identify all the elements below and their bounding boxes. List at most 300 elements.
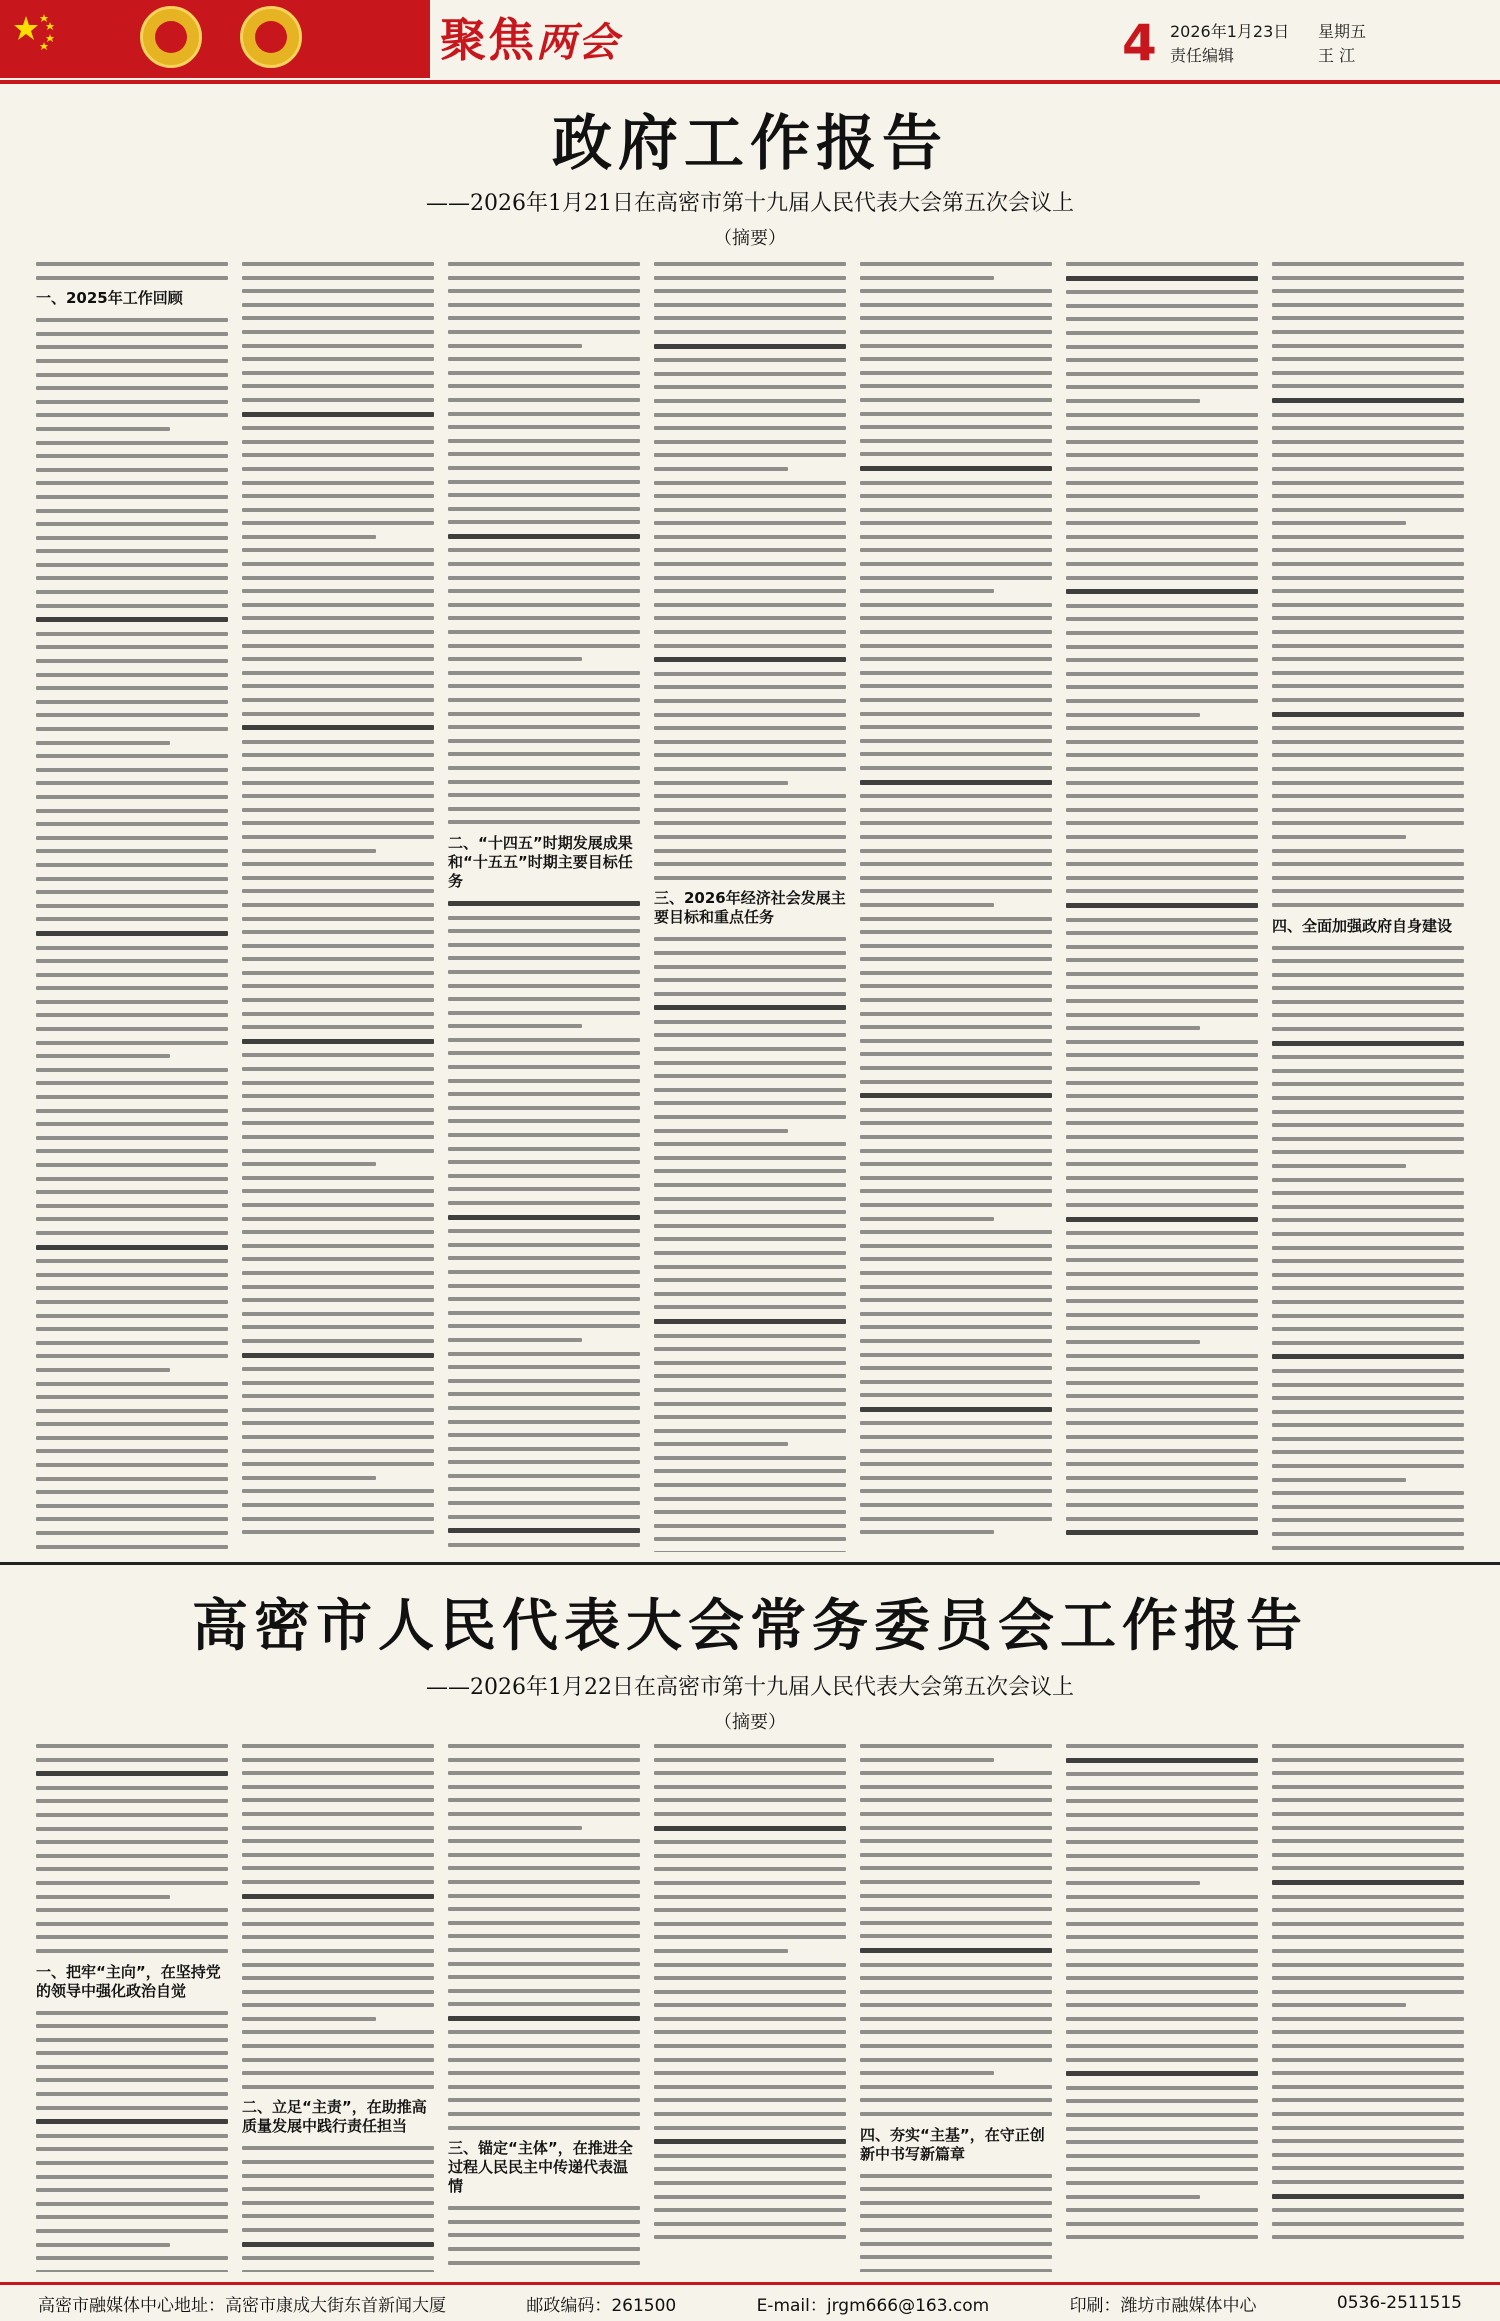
article1-columns: [36, 262, 1464, 1552]
article1-text-line: [242, 657, 434, 661]
article1-text-line: [242, 357, 434, 361]
article1-text-line: [1272, 849, 1464, 853]
article1-text-line: [36, 386, 228, 390]
article1-text-line: [242, 1353, 434, 1358]
article1-text-line: [448, 780, 640, 784]
article1-text-line: [1066, 903, 1258, 908]
article2-text-line: [448, 1839, 640, 1843]
article2-text-line: [1066, 2195, 1200, 2199]
article2-text-line: [860, 1990, 1052, 1994]
article2-text-line: [1272, 2153, 1464, 2157]
article1-text-line: [860, 630, 1052, 634]
article2-text-line: [654, 1812, 846, 1816]
article1-text-line: [654, 1088, 846, 1092]
article1-text-line: [448, 1079, 640, 1083]
article1-text-line: [36, 713, 228, 717]
article1-text-line: [1066, 290, 1258, 294]
article1-text-line: [860, 494, 1052, 498]
article1-text-line: [860, 876, 1052, 880]
article1-text-line: [860, 698, 1052, 702]
article1-text-line: [860, 276, 994, 280]
article1-text-line: [1272, 1218, 1464, 1222]
article2-text-line: [1272, 1785, 1464, 1789]
article2-text-line: [860, 2174, 1052, 2178]
article1-text-line: [242, 616, 434, 620]
article1-text-line: [36, 441, 228, 445]
article2-text-line: [242, 2187, 434, 2191]
article1-text-line: [1272, 1246, 1464, 1250]
article1-text-line: [1066, 631, 1258, 635]
article1-text-line: [1066, 1081, 1258, 1085]
article1-text-line: [860, 1530, 994, 1534]
article1-text-line: [36, 563, 228, 567]
editor-name: 王 江: [1318, 46, 1356, 65]
article1-text-line: [654, 978, 846, 982]
article1-text-line: [242, 1081, 434, 1085]
article1-text-line: [654, 1510, 846, 1514]
article1-text-line: [860, 1380, 1052, 1384]
article1-text-line: [1066, 999, 1258, 1003]
article1-text-line: [1066, 1367, 1258, 1371]
article2-section-heading: 三、锚定“主体”，在推进全过程人民民主中传递代表温情: [448, 2139, 633, 2196]
article1-text-line: [654, 603, 846, 607]
article1-text-line: [1066, 1421, 1258, 1425]
article1-text-line: [448, 507, 640, 511]
article2-text-line: [1272, 2044, 1464, 2048]
article2-text-line: [36, 1867, 228, 1871]
article1-text-line: [654, 467, 788, 471]
article1-text-line: [242, 303, 434, 307]
article2-text-line: [1272, 2030, 1464, 2034]
article2-text-line: [242, 2256, 434, 2260]
article2-text-line: [448, 1934, 640, 1938]
article1-text-line: [242, 276, 434, 280]
article2-text-line: [654, 2085, 846, 2089]
article2-text-line: [1272, 1908, 1464, 1912]
article1-text-line: [36, 741, 170, 745]
article2-column: [1272, 1744, 1464, 2272]
article2-text-line: [36, 1908, 228, 1912]
article2-text-line: [1066, 1772, 1258, 1776]
article2-text-line: [1066, 2140, 1258, 2144]
article1-text-line: [242, 1067, 434, 1071]
article1-text-line: [36, 1517, 228, 1521]
article2-text-line: [242, 1990, 434, 1994]
article1-text-line: [448, 439, 640, 443]
article1-text-line: [654, 630, 846, 634]
article2-text-line: [1066, 1758, 1258, 1763]
article2-text-line: [1066, 2017, 1258, 2021]
article1-text-line: [860, 862, 1052, 866]
article1-text-line: [1066, 1162, 1258, 1166]
article1-text-line: [860, 1325, 1052, 1329]
article2-text-line: [36, 1758, 228, 1762]
article1-text-line: [448, 1324, 640, 1328]
article2-column: [36, 1744, 228, 2272]
article1-text-line: [242, 494, 434, 498]
article2-text-line: [860, 2030, 1052, 2034]
article2-text-line: [448, 1771, 640, 1775]
article1-text-line: [1272, 889, 1464, 893]
article1-text-line: [242, 1257, 434, 1261]
article1-text-line: [36, 359, 228, 363]
article1-text-line: [36, 686, 228, 690]
article1-text-line: [1272, 1437, 1464, 1441]
article1-text-line: [242, 1203, 434, 1207]
article1-text-line: [654, 262, 846, 266]
article1-text-line: [860, 1476, 1052, 1480]
article1-text-line: [860, 1339, 1052, 1343]
article1-text-line: [654, 1020, 846, 1024]
article1-text-line: [860, 889, 1052, 893]
article1-text-line: [36, 345, 228, 349]
article1-text-line: [654, 1278, 846, 1282]
article2-text-line: [36, 1895, 170, 1899]
article1-text-line: [1272, 1423, 1464, 1427]
article2-text-line: [860, 2098, 1052, 2102]
article1-text-line: [1272, 1478, 1406, 1482]
article1-column: [654, 262, 846, 1552]
article1-text-line: [36, 590, 228, 594]
article1-text-line: [242, 630, 434, 634]
article2-text-line: [1066, 1881, 1200, 1885]
article1-text-line: [36, 809, 228, 813]
article2-text-line: [448, 2247, 640, 2251]
article2-text-line: [36, 2134, 228, 2138]
article1-text-line: [860, 808, 1052, 812]
article1-text-line: [654, 508, 846, 512]
article1-text-line: [1272, 740, 1464, 744]
article2-text-line: [448, 2112, 640, 2116]
article2-text-line: [1272, 2222, 1464, 2226]
article1-text-line: [860, 466, 1052, 471]
article1-text-line: [654, 713, 846, 717]
article1-text-line: [1066, 1449, 1258, 1453]
article1-text-line: [448, 1229, 640, 1233]
article2-text-line: [242, 2017, 376, 2021]
article2-text-line: [1272, 1771, 1464, 1775]
article1-text-line: [36, 400, 228, 404]
article1-text-line: [1272, 1137, 1464, 1141]
article1-text-line: [654, 1374, 846, 1378]
article1-text-line: [1066, 889, 1258, 893]
article1-text-line: [1066, 1053, 1258, 1057]
article1-text-line: [860, 481, 1052, 485]
article1-text-line: [1066, 862, 1258, 866]
article1-text-line: [654, 1156, 846, 1160]
article1-text-line: [242, 876, 434, 880]
article1-text-line: [36, 1314, 228, 1318]
article2-column: [242, 1744, 434, 2272]
article2-text-line: [242, 1826, 434, 1830]
article2-text-line: [36, 1744, 228, 1748]
article2-text-line: [654, 1895, 846, 1899]
article1-text-line: [448, 1038, 640, 1042]
article1-text-line: [1272, 644, 1464, 648]
article2-text-line: [654, 1854, 846, 1858]
article1-text-line: [654, 1061, 846, 1065]
article1-text-line: [1272, 1232, 1464, 1236]
article2-text-line: [448, 2071, 640, 2075]
article1-text-line: [654, 685, 846, 689]
article2-text-line: [448, 1866, 640, 1870]
article1-text-line: [36, 1477, 228, 1481]
article1-text-line: [1066, 589, 1258, 594]
article1-text-line: [36, 1327, 228, 1331]
article2-text-line: [1272, 2112, 1464, 2116]
article1-text-line: [242, 957, 434, 961]
article1-text-line: [654, 1074, 846, 1078]
article1-text-line: [860, 1503, 1052, 1507]
article1-text-line: [1272, 862, 1464, 866]
article1-text-line: [860, 752, 1052, 756]
article1-text-line: [242, 1476, 376, 1480]
article1-text-line: [1272, 821, 1464, 825]
article2-text-line: [860, 2242, 1052, 2246]
article1-text-line: [1272, 1027, 1464, 1031]
article1-text-line: [448, 997, 640, 1001]
article1-text-line: [654, 1469, 846, 1473]
article1-text-line: [242, 821, 434, 825]
article2-text-line: [1272, 1826, 1464, 1830]
article1-text-line: [448, 452, 640, 456]
article1-text-line: [1066, 767, 1258, 771]
article1-text-line: [1066, 918, 1258, 922]
editor-label: 责任编辑: [1170, 46, 1235, 65]
article2-text-line: [654, 2208, 846, 2212]
article2-text-line: [654, 1990, 846, 1994]
article1-text-line: [36, 1081, 228, 1085]
article1-text-line: [1272, 1396, 1464, 1400]
article1-text-line: [242, 289, 434, 293]
article1-text-line: [1066, 1272, 1258, 1276]
article1-text-line: [860, 589, 994, 593]
article2-text-line: [36, 2243, 170, 2247]
article1-text-line: [1066, 1231, 1258, 1235]
article1-text-line: [448, 1270, 640, 1274]
article1-text-line: [36, 645, 228, 649]
article1-text-line: [36, 1122, 228, 1126]
article1-text-line: [242, 917, 434, 921]
article2-text-line: [36, 2051, 228, 2055]
article1-text-line: [242, 371, 434, 375]
article1-text-line: [242, 1408, 434, 1412]
article2-text-line: [654, 1922, 846, 1926]
article1-text-line: [242, 944, 434, 948]
article1-text-line: [242, 1462, 434, 1466]
article1-text-line: [1066, 276, 1258, 281]
article1-text-line: [1272, 1069, 1464, 1073]
article2-text-line: [654, 2003, 846, 2007]
article2-text-line: [1066, 2099, 1258, 2103]
article1-text-line: [36, 1054, 170, 1058]
article1-text-line: [1066, 1217, 1258, 1222]
article2-text-line: [448, 1812, 640, 1816]
article2-text-line: [1272, 1812, 1464, 1816]
article2-text-line: [1272, 2126, 1464, 2130]
article1-text-line: [448, 1528, 640, 1533]
article1-text-line: [860, 1052, 1052, 1056]
article1-text-line: [242, 1312, 434, 1316]
cppcc-emblem-icon: [240, 6, 302, 68]
article1-text-line: [1066, 562, 1258, 566]
article1-section-heading: 三、2026年经济社会发展主要目标和重点任务: [654, 889, 846, 927]
article1-text-line: [1272, 384, 1464, 388]
article2-text-line: [860, 1894, 1052, 1898]
article1-text-line: [36, 454, 228, 458]
article2-text-line: [860, 1839, 1052, 1843]
article2-text-line: [1272, 2003, 1406, 2007]
article1-text-line: [654, 951, 846, 955]
article1-text-line: [860, 739, 1052, 743]
article2-text-line: [860, 1771, 1052, 1775]
article1-text-line: [654, 781, 788, 785]
article2-text-line: [242, 1771, 434, 1775]
national-emblem-icon: [140, 6, 202, 68]
article1-text-line: [654, 1319, 846, 1324]
article1-text-line: [1272, 781, 1464, 785]
article1-text-line: [654, 1265, 846, 1269]
article1-text-line: [1066, 1462, 1258, 1466]
article2-text-line: [860, 1785, 1052, 1789]
article2-title: 高密市人民代表大会常务委员会工作报告: [192, 1594, 1308, 1659]
article1-text-line: [860, 1489, 1052, 1493]
article2-text-line: [654, 2098, 846, 2102]
article1-text-line: [36, 1068, 228, 1072]
article1-text-line: [36, 536, 228, 540]
article1-text-line: [1066, 1299, 1258, 1303]
article1-column: [448, 262, 640, 1552]
article2-text-line: [242, 2044, 434, 2048]
article2-text-line: [448, 1962, 640, 1966]
article1-text-line: [1272, 1300, 1464, 1304]
article2-text-line: [654, 1976, 846, 1980]
article2-text-line: [1066, 2154, 1258, 2158]
article2-text-line: [242, 2071, 434, 2075]
article1-text-line: [860, 903, 994, 907]
article2-text-line: [36, 2256, 228, 2260]
article1-text-line: [242, 1530, 434, 1534]
article2-text-line: [448, 1907, 640, 1911]
article1-text-line: [36, 673, 228, 677]
article1-text-line: [36, 509, 228, 513]
article2-text-line: [1272, 2098, 1464, 2102]
article1-text-line: [242, 698, 434, 702]
article1-text-line: [36, 727, 228, 731]
article1-text-line: [448, 1133, 640, 1137]
article1-text-line: [1272, 876, 1464, 880]
article1-text-line: [860, 371, 1052, 375]
article1-text-line: [1272, 303, 1464, 307]
article2-text-line: [1272, 1895, 1464, 1899]
article1-text-line: [36, 659, 228, 663]
article1-text-line: [1272, 589, 1464, 593]
article1-text-line: [860, 1080, 1052, 1084]
article1-text-line: [654, 876, 846, 880]
article2-text-line: [654, 1949, 788, 1953]
article2-section-heading: 一、把牢“主向”，在坚持党的领导中强化政治自觉: [36, 1962, 221, 2000]
article1-text-line: [1066, 1489, 1258, 1493]
article1-text-line: [1066, 508, 1258, 512]
article1-text-line: [860, 289, 1052, 293]
article1-text-line: [36, 1545, 228, 1549]
article1-text-line: [448, 562, 640, 566]
article2-text-line: [242, 1963, 434, 1967]
article1-text-line: [860, 1012, 1052, 1016]
article1-text-line: [1272, 413, 1464, 417]
article1-text-line: [448, 371, 640, 375]
article1-text-line: [448, 970, 640, 974]
article1-text-line: [860, 1257, 1052, 1261]
article1-text-line: [860, 1421, 1052, 1425]
article1-text-line: [1066, 372, 1258, 376]
article1-text-line: [242, 835, 434, 839]
article1-text-line: [860, 657, 1052, 661]
article2-text-line: [36, 2175, 228, 2179]
page-footer: [0, 2282, 1500, 2321]
article2-text-line: [1066, 2235, 1258, 2239]
article2-text-line: [242, 2058, 434, 2062]
article2-text-line: [860, 2058, 1052, 2062]
article1-text-line: [36, 986, 228, 990]
article1-text-line: [242, 1517, 434, 1521]
article1-text-line: [1272, 794, 1464, 798]
article2-text-line: [242, 2085, 434, 2089]
article1-text-line: [242, 316, 434, 320]
article1-text-line: [448, 1433, 640, 1437]
article1-text-line: [1272, 398, 1464, 403]
article1-text-line: [36, 1286, 228, 1290]
article1-text-line: [36, 959, 228, 963]
article1-text-line: [654, 521, 846, 525]
article2-text-line: [1066, 1744, 1258, 1748]
article1-text-line: [242, 1298, 434, 1302]
article2-text-line: [36, 1935, 228, 1939]
article1-text-line: [1066, 781, 1258, 785]
article2-text-line: [1066, 2181, 1258, 2185]
article1-text-line: [1272, 467, 1464, 471]
article1-text-line: [448, 1474, 640, 1478]
article1-text-line: [36, 1463, 228, 1467]
article1-text-line: [860, 1149, 1052, 1153]
article2-text-line: [1272, 1949, 1464, 1953]
article1-text-line: [448, 1297, 640, 1301]
article1-text-line: [242, 1449, 434, 1453]
article1-text-line: [1272, 1191, 1464, 1195]
article1-text-line: [36, 917, 228, 921]
article1-text-line: [860, 562, 1052, 566]
article1-text-line: [1272, 576, 1464, 580]
article2-text-line: [448, 2233, 640, 2237]
masthead-rule: [0, 80, 1500, 84]
article2-text-line: [242, 1922, 434, 1926]
article1-text-line: [1066, 426, 1258, 430]
article1-text-line: [1272, 959, 1464, 963]
article2-text-line: [1272, 2194, 1464, 2199]
article1-text-line: [448, 657, 582, 661]
article1-text-line: [448, 480, 640, 484]
article1-text-line: [242, 1149, 434, 1153]
article1-section-heading: 一、2025年工作回顾: [36, 289, 183, 308]
article1-text-line: [1066, 1135, 1258, 1139]
article1-text-line: [1272, 1546, 1464, 1550]
article1-text-line: [1272, 1383, 1464, 1387]
article2-text-line: [36, 2229, 228, 2233]
article2-text-line: [242, 1812, 434, 1816]
article1-column: [242, 262, 434, 1552]
article2-text-line: [448, 2030, 640, 2034]
article1-text-line: [1066, 1394, 1258, 1398]
